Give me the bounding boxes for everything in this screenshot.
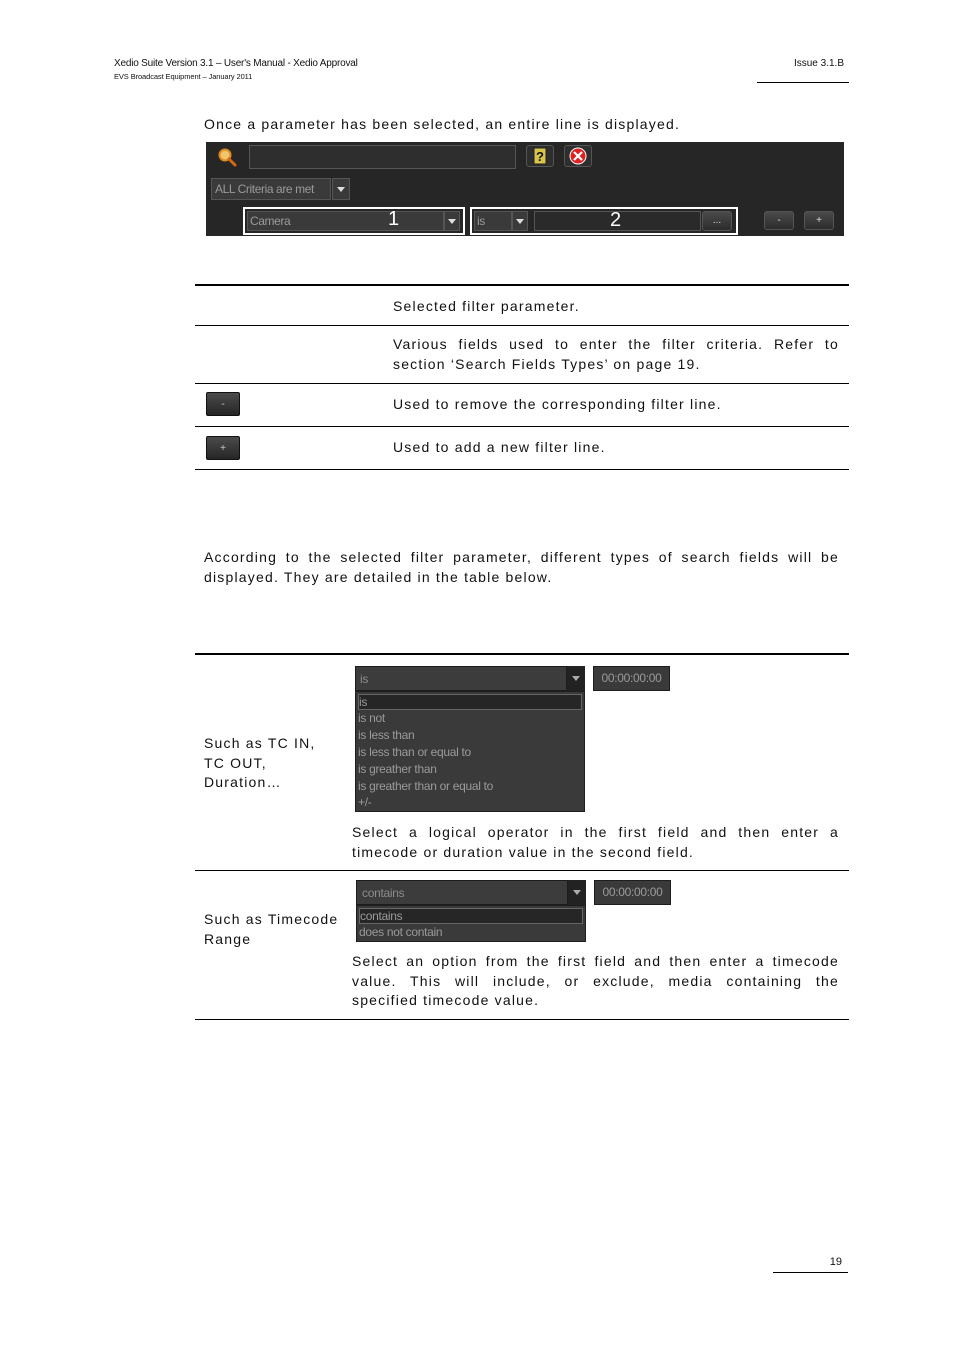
criteria-select-value: ALL Criteria are met <box>215 182 314 196</box>
close-button[interactable] <box>564 145 592 167</box>
operator-dropdown[interactable] <box>355 666 567 691</box>
add-button-illustration: + <box>206 436 240 460</box>
page-number: 19 <box>829 1256 842 1268</box>
add-filter-button[interactable]: + <box>804 211 834 230</box>
fields-row-2-description: Various fields used to enter the filter criteria. Refer to section ‘Search Fields Types’ on page 19. <box>393 336 839 372</box>
table-top-rule <box>195 284 849 286</box>
operator-dropdown-button[interactable] <box>567 666 585 691</box>
types-table-bottom-rule <box>195 1019 849 1020</box>
table-row-rule <box>195 383 849 384</box>
footer-rule <box>773 1272 848 1273</box>
contains-dropdown-button[interactable] <box>568 880 586 905</box>
types-row-1-description: Select a logical operator in the first field and then enter a timecode or duration value in the second field. <box>352 824 839 860</box>
option-is-greater-than[interactable]: is greather than <box>358 762 437 776</box>
parameter-select[interactable] <box>247 211 444 231</box>
parameter-select-value: Camera <box>250 214 291 228</box>
types-table-row-rule <box>195 870 849 871</box>
option-contains[interactable]: contains <box>359 908 583 924</box>
option-is-greater-than-or-equal[interactable]: is greather than or equal to <box>358 779 494 793</box>
criteria-dropdown-button[interactable] <box>332 178 350 200</box>
table-row-rule <box>195 426 849 427</box>
remove-button-illustration: - <box>206 392 240 416</box>
criteria-select[interactable] <box>211 178 331 200</box>
document-title: Xedio Suite Version 3.1 – User's Manual - Xedio Approval <box>114 58 358 69</box>
contains-dropdown-value: contains <box>362 886 405 900</box>
option-is-not[interactable]: is not <box>358 711 385 725</box>
chevron-down-icon <box>337 187 345 192</box>
fields-row-4-description: Used to add a new filter line. <box>393 439 606 455</box>
types-table-top-rule <box>195 653 849 655</box>
callout-number-1: 1 <box>388 208 400 230</box>
option-is-less-than[interactable]: is less than <box>358 728 415 742</box>
option-plus-minus[interactable]: +/- <box>358 795 372 809</box>
document-subtitle: EVS Broadcast Equipment – January 2011 <box>114 72 253 81</box>
timecode-input[interactable]: 00:00:00:00 <box>593 666 670 691</box>
chevron-down-icon <box>572 676 580 681</box>
timecode-input[interactable]: 00:00:00:00 <box>594 880 671 905</box>
chevron-down-icon <box>516 219 524 224</box>
option-is[interactable]: is <box>358 694 582 710</box>
filter-panel <box>206 142 844 236</box>
table-row-rule <box>195 325 849 326</box>
table-bottom-rule <box>195 469 849 470</box>
contains-options-list <box>356 905 586 942</box>
callout-number-2: 2 <box>610 209 622 231</box>
option-is-less-than-or-equal[interactable]: is less than or equal to <box>358 745 471 759</box>
svg-text:?: ? <box>536 149 544 164</box>
operator-select[interactable] <box>474 211 512 231</box>
search-types-intro: According to the selected filter parameter, different types of search fields will be displayed. They are detailed in the table below. <box>204 549 839 585</box>
browse-button[interactable]: ... <box>702 211 732 231</box>
types-row-2-parameter: Such as Timecode Range <box>204 911 339 947</box>
operator-dropdown-button[interactable] <box>512 211 528 231</box>
operator-options-list <box>355 691 585 812</box>
help-button[interactable] <box>526 145 554 167</box>
contains-dropdown[interactable] <box>356 880 568 905</box>
header-rule <box>757 82 849 83</box>
issue-label: Issue 3.1.B <box>793 58 844 69</box>
chevron-down-icon <box>573 890 581 895</box>
intro-paragraph: Once a parameter has been selected, an entire line is displayed. <box>204 116 681 132</box>
types-row-1-parameter: Such as TC IN, TC OUT, Duration… <box>204 735 316 790</box>
operator-dropdown-value: is <box>360 672 369 686</box>
remove-filter-button[interactable]: - <box>764 211 794 230</box>
close-icon <box>565 146 591 166</box>
magnifier-icon[interactable] <box>216 147 238 167</box>
chevron-down-icon <box>448 219 456 224</box>
types-row-2-description: Select an option from the first field and then enter a timecode value. This will include, or exclude, media containing the specified timecode value. <box>352 953 839 1008</box>
search-input[interactable] <box>249 145 516 169</box>
help-icon <box>527 146 553 166</box>
option-does-not-contain[interactable]: does not contain <box>359 925 443 939</box>
fields-row-3-description: Used to remove the corresponding filter line. <box>393 396 722 412</box>
operator-select-value: is <box>477 214 485 228</box>
parameter-dropdown-button[interactable] <box>444 211 460 231</box>
fields-row-1-description: Selected filter parameter. <box>393 298 580 314</box>
